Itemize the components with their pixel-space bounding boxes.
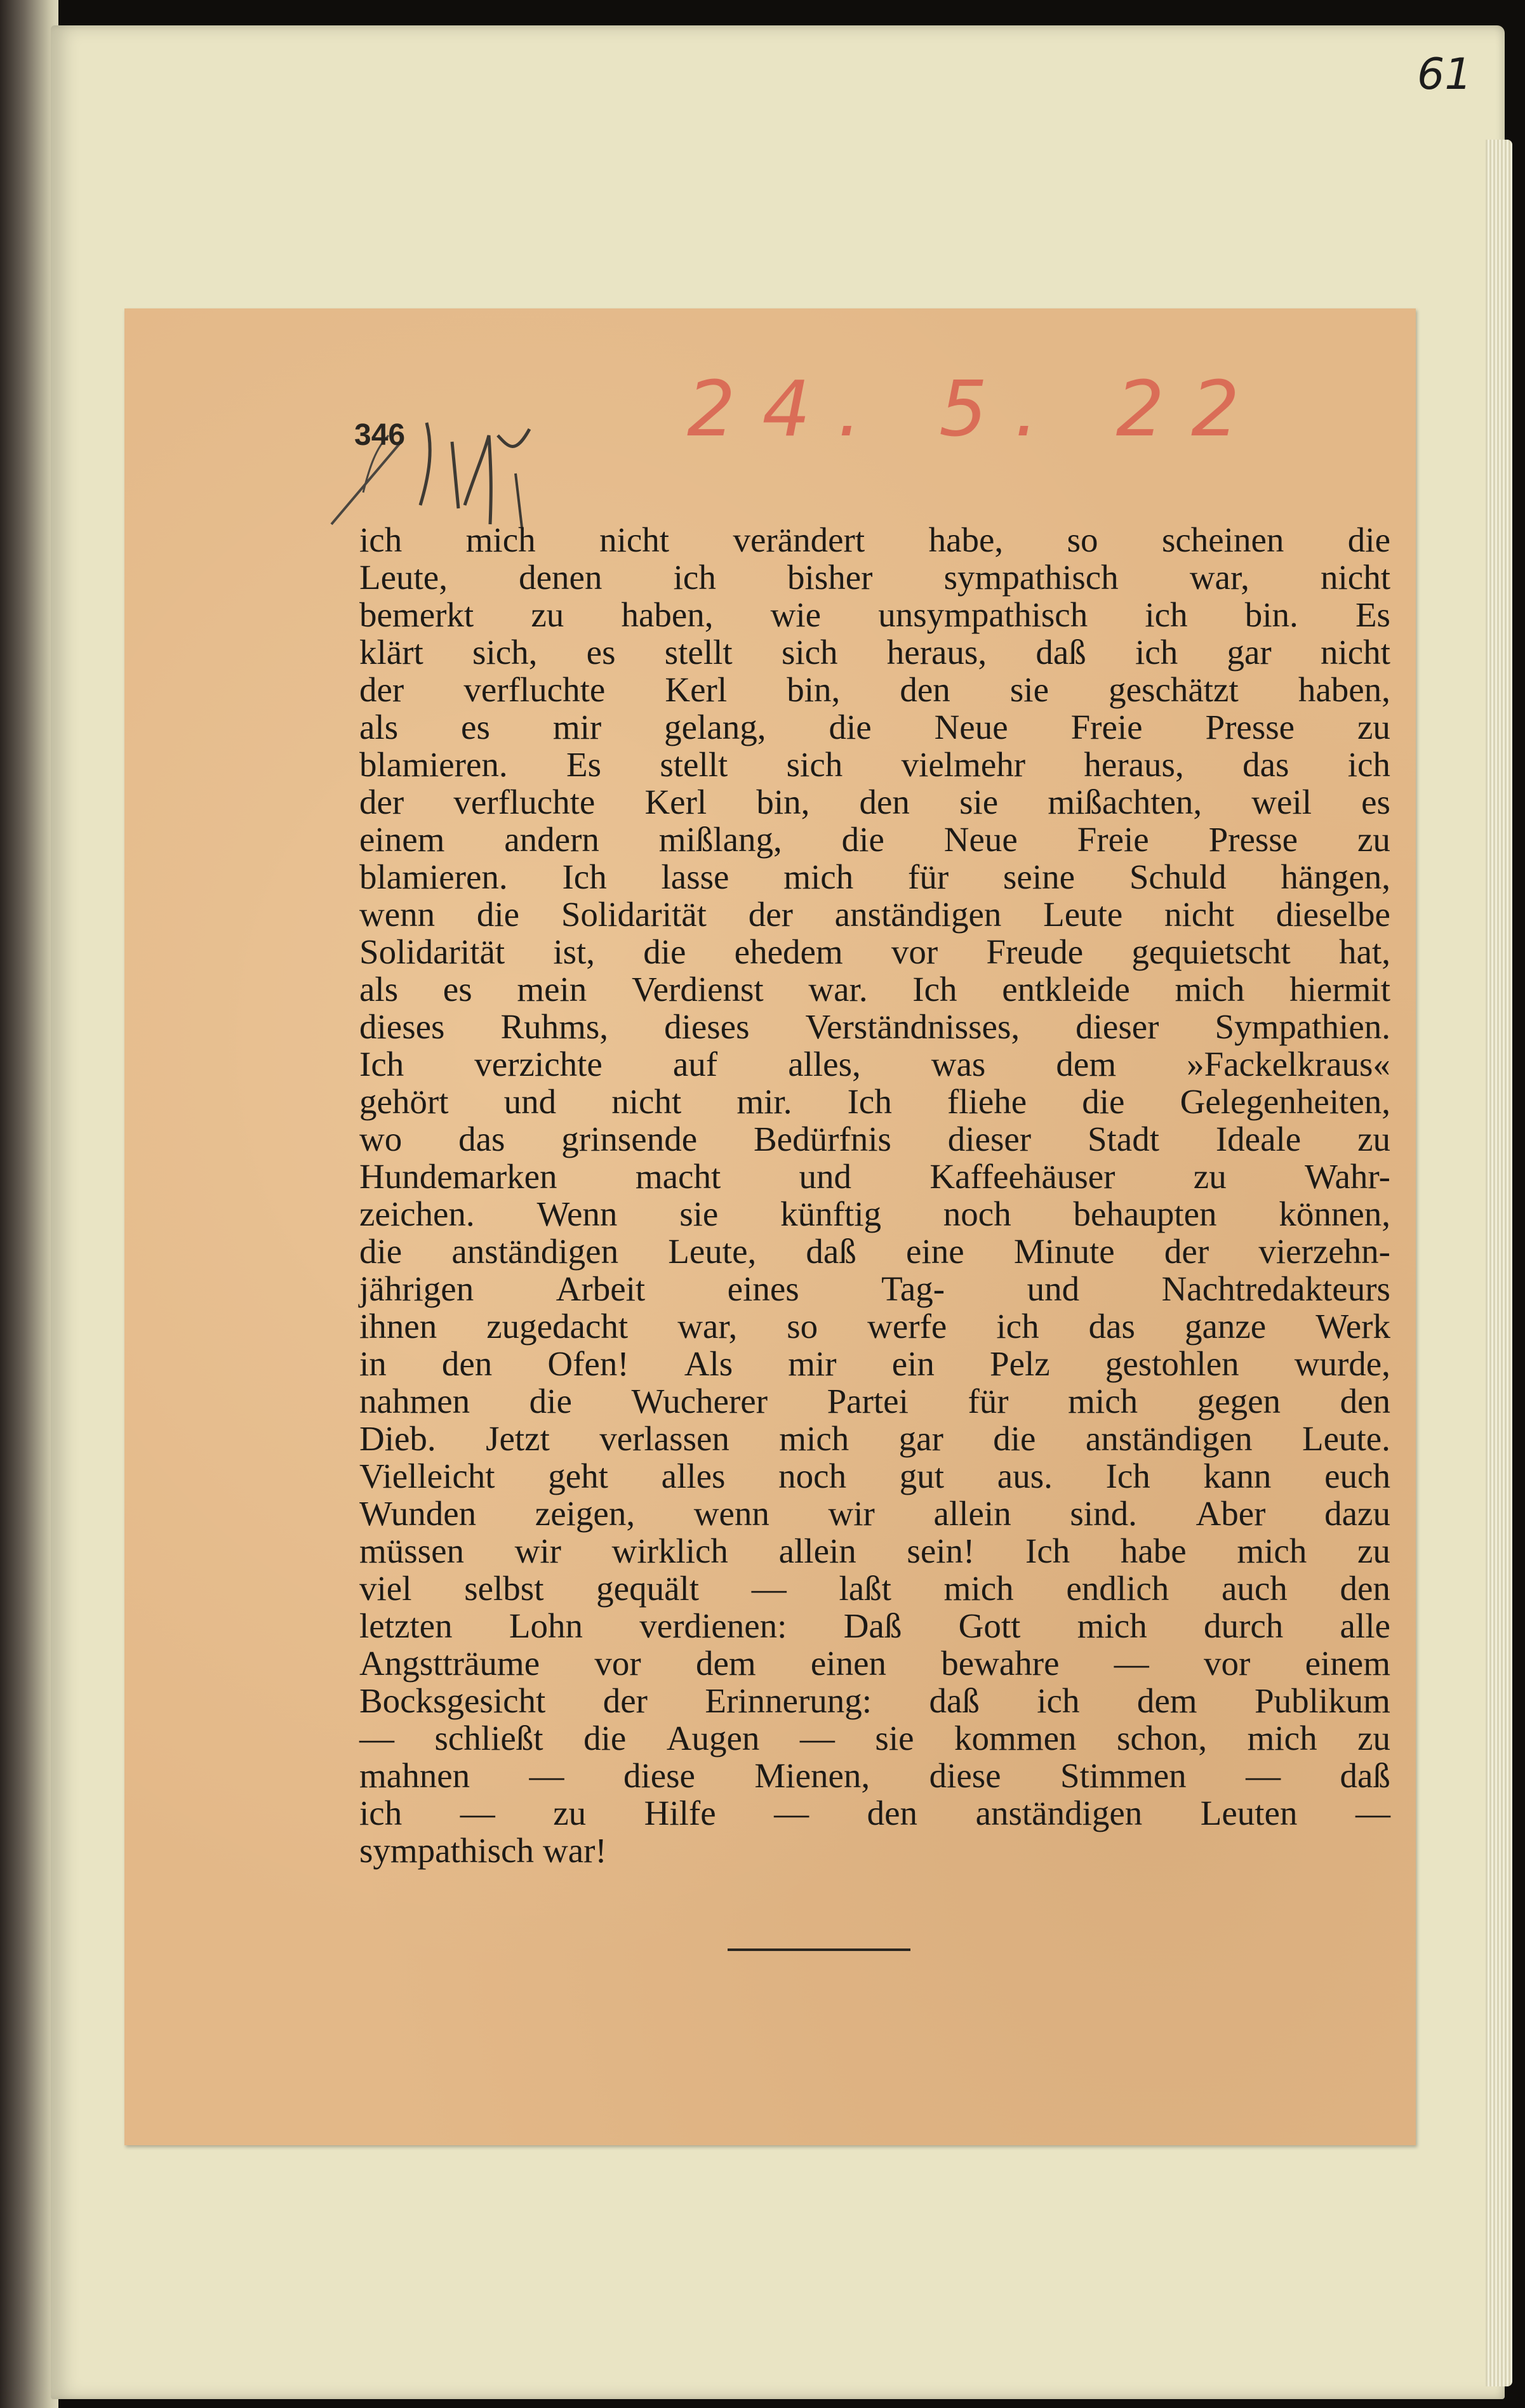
text-line: wenn die Solidarität der anständigen Leute nicht dieselbe bbox=[359, 895, 1390, 934]
text-line: zeichen. Wenn sie künftig noch behaupten können, bbox=[359, 1194, 1390, 1233]
text-line: müssen wir wirklich allein sein! Ich habe mich zu bbox=[359, 1531, 1390, 1570]
text-line: der verfluchte Kerl bin, den sie geschätzt haben, bbox=[359, 670, 1390, 709]
text-line: jährigen Arbeit eines Tag- und Nachtredakteurs bbox=[359, 1269, 1390, 1308]
printed-page-number: 346 bbox=[354, 418, 406, 452]
handwritten-date: 24. 5. 22 bbox=[687, 366, 1267, 454]
folio-number: 61 bbox=[1417, 50, 1472, 100]
book-binding bbox=[0, 0, 58, 2408]
text-line: wo das grinsende Bedürfnis dieser Stadt Ideale zu bbox=[359, 1120, 1390, 1158]
text-line: Hundemarken macht und Kaffeehäuser zu Wahr- bbox=[359, 1157, 1390, 1196]
text-line: ihnen zugedacht war, so werfe ich das ganze Werk bbox=[359, 1307, 1390, 1346]
text-line: Vielleicht geht alles noch gut aus. Ich kann euch bbox=[359, 1457, 1390, 1495]
newspaper-clipping bbox=[124, 308, 1416, 2145]
text-line: Bocksgesicht der Erinnerung: daß ich dem Publikum bbox=[359, 1681, 1390, 1720]
text-line: nahmen die Wucherer Partei für mich gegen den bbox=[359, 1382, 1390, 1420]
page-edges bbox=[1486, 140, 1512, 2386]
text-line: — schließt die Augen — sie kommen schon, mich zu bbox=[359, 1719, 1390, 1757]
text-line: Ich verzichte auf alles, was dem »Fackelkraus« bbox=[359, 1045, 1390, 1083]
text-line: die anständigen Leute, daß eine Minute der vierzehn- bbox=[359, 1232, 1390, 1271]
text-line: Leute, denen ich bisher sympathisch war, nicht bbox=[359, 558, 1390, 597]
text-line: sympathisch war! bbox=[359, 1831, 607, 1870]
text-line: mahnen — diese Mienen, diese Stimmen — daß bbox=[359, 1756, 1390, 1795]
text-line: ich — zu Hilfe — den anständigen Leuten — bbox=[359, 1794, 1390, 1832]
text-line: blamieren. Es stellt sich vielmehr heraus, das ich bbox=[359, 745, 1390, 784]
text-line: als es mein Verdienst war. Ich entkleide mich hiermit bbox=[359, 970, 1390, 1009]
text-line: Dieb. Jetzt verlassen mich gar die anständigen Leute. bbox=[359, 1419, 1390, 1458]
text-line: klärt sich, es stellt sich heraus, daß ich gar nicht bbox=[359, 633, 1390, 671]
text-line: viel selbst gequält — laßt mich endlich auch den bbox=[359, 1569, 1390, 1608]
text-line: bemerkt zu haben, wie unsympathisch ich bin. Es bbox=[359, 595, 1390, 634]
text-line: letzten Lohn verdienen: Daß Gott mich durch alle bbox=[359, 1606, 1390, 1645]
text-line: Angstträume vor dem einen bewahre — vor einem bbox=[359, 1644, 1390, 1683]
clipping-body-text bbox=[359, 521, 1390, 1869]
text-line: gehört und nicht mir. Ich fliehe die Gelegenheiten, bbox=[359, 1082, 1390, 1121]
end-rule bbox=[728, 1948, 910, 1951]
text-line: einem andern mißlang, die Neue Freie Presse zu bbox=[359, 820, 1390, 859]
text-line: ich mich nicht verändert habe, so scheinen die bbox=[359, 520, 1390, 559]
text-line: blamieren. Ich lasse mich für seine Schuld hängen, bbox=[359, 857, 1390, 896]
text-line: Solidarität ist, die ehedem vor Freude gequietscht hat, bbox=[359, 932, 1390, 971]
text-line: dieses Ruhms, dieses Verständnisses, dieser Sympathien. bbox=[359, 1007, 1390, 1046]
text-line: der verfluchte Kerl bin, den sie mißachten, weil es bbox=[359, 783, 1390, 821]
text-line: in den Ofen! Als mir ein Pelz gestohlen wurde, bbox=[359, 1344, 1390, 1383]
text-line: Wunden zeigen, wenn wir allein sind. Aber dazu bbox=[359, 1494, 1390, 1533]
text-line: als es mir gelang, die Neue Freie Presse zu bbox=[359, 708, 1390, 746]
